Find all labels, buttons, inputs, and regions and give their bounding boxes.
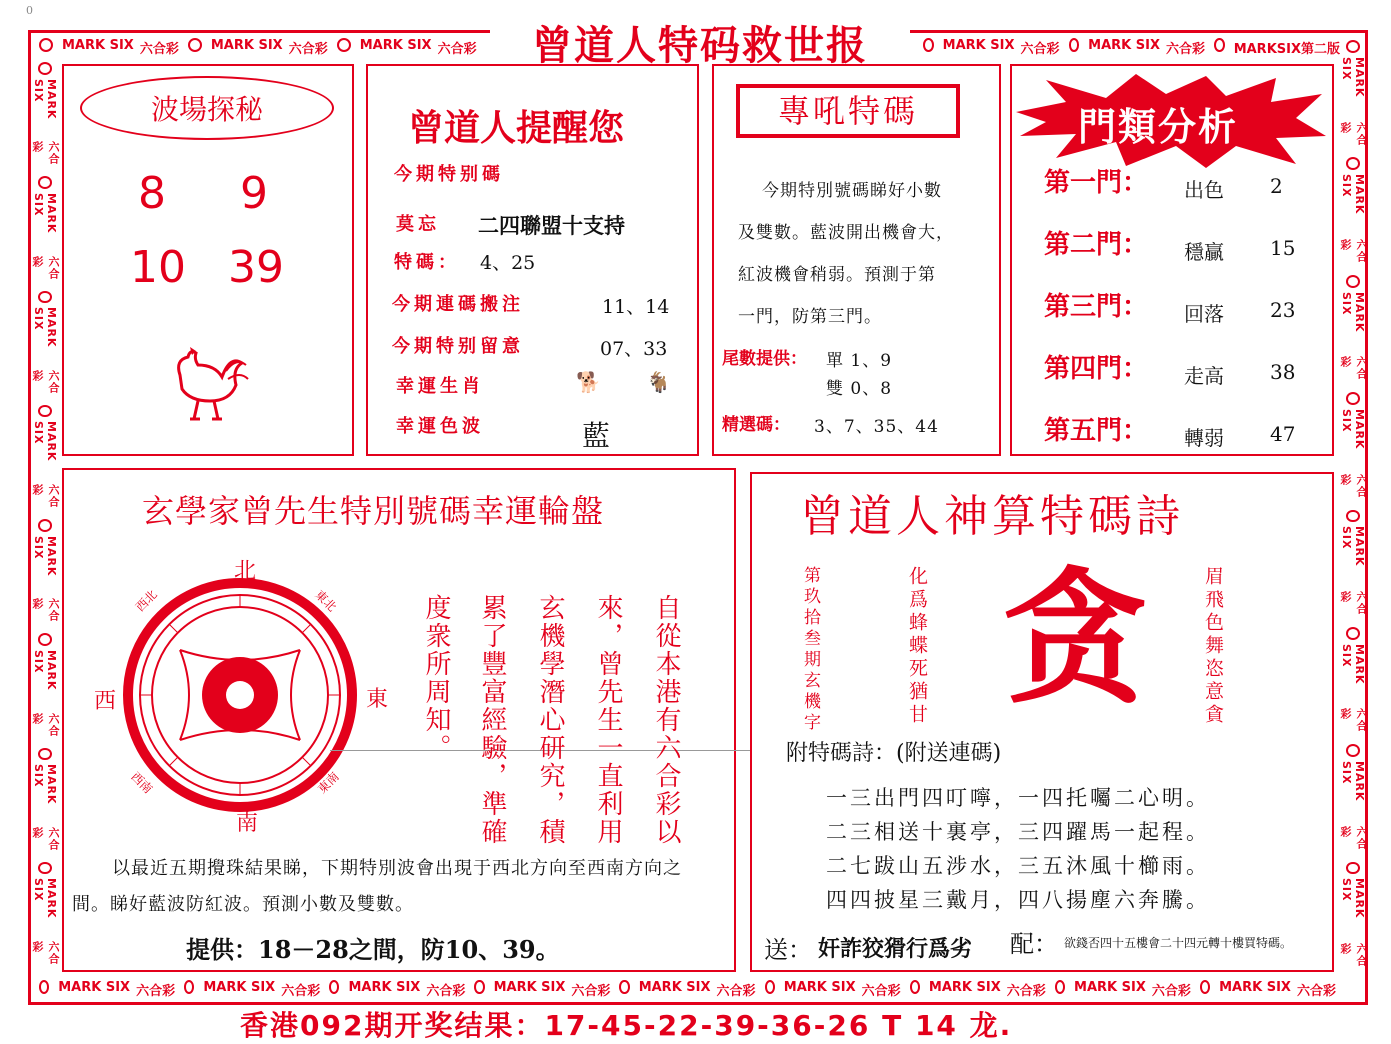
border-brand: MARK SIX [1340, 174, 1366, 215]
border-brand: MARK SIX [348, 980, 421, 995]
reminder-label: 莫忘 [396, 214, 440, 235]
border-brand-cn: 六合彩 [1339, 825, 1368, 850]
flower-icon [1069, 38, 1080, 52]
border-brand-cn: 六合彩 [31, 598, 60, 623]
flower-icon [39, 38, 53, 52]
tail-label: 尾數提供： [722, 349, 807, 369]
box1-number: 39 [228, 242, 284, 293]
box1-number: 10 [130, 242, 186, 293]
reminder-label: 今期特别碼 [394, 164, 504, 185]
flower-icon [1346, 392, 1360, 405]
intro-column: 累了豐富經驗，準確 [477, 594, 507, 846]
reminder-value: 二四聯盟十支持 [478, 213, 625, 238]
border-brand-cn: 六合彩 [1339, 943, 1368, 968]
flower-icon [329, 980, 339, 994]
door-name: 轉弱 [1184, 426, 1224, 450]
tail-single: 單 1、9 [826, 351, 893, 371]
border-brand-cn: 六合彩 [861, 984, 901, 999]
big-character: 贪 [1002, 553, 1148, 724]
door-name: 穩贏 [1184, 240, 1224, 264]
flower-icon [188, 38, 202, 52]
zodiac-icon: 🐐 [646, 370, 671, 394]
box4-title: 門類分析 [1078, 104, 1239, 149]
rooster-icon [160, 335, 250, 425]
border-brand-cn: 六合彩 [31, 484, 60, 509]
box1-number: 9 [240, 168, 268, 219]
direction-northwest: 西北 [132, 587, 160, 615]
border-brand: MARK SIX [32, 878, 58, 919]
door-number: 47 [1270, 422, 1296, 446]
flower-icon [1346, 627, 1360, 640]
border-brand-cn: 六合彩 [281, 984, 321, 999]
flower-icon [38, 519, 52, 532]
poem-col: 眉飛色舞恣意貪 [1202, 566, 1224, 727]
border-brand: MARK SIX [638, 980, 711, 995]
box3-line: 及雙數。藍波開出機會大， [738, 223, 954, 243]
tail-double: 雙 0、8 [826, 379, 893, 399]
border-brand: MARK SIX [32, 78, 58, 120]
poem-sub: 附特碼詩：(附送連碼) [786, 741, 1002, 766]
border-brand: MARK SIX [359, 38, 432, 53]
border-brand: MARK SIX [783, 980, 856, 995]
box2-title: 曾道人提醒您 [408, 107, 625, 149]
poem-line: 一三出門四叮嚀，一四托囑二心明。 [826, 786, 1210, 810]
border-brand-cn: 六合彩 [1339, 473, 1368, 498]
border-brand: MARK SIX [32, 535, 58, 577]
flower-icon [38, 176, 52, 189]
box3-line: 一門，防第三門。 [738, 307, 882, 327]
border-brand: MARK SIX [32, 764, 58, 805]
direction-north: 北 [234, 559, 257, 584]
direction-west: 西 [94, 689, 117, 714]
border-brand-cn: 六合彩 [1339, 591, 1368, 616]
flower-icon [38, 405, 52, 418]
direction-southwest: 西南 [128, 769, 156, 797]
reminder-label: 今期特别留意 [392, 336, 524, 357]
border-brand: MARK SIX [1340, 56, 1366, 98]
border-brand: MARK SIX [493, 980, 566, 995]
door-number: 2 [1270, 174, 1283, 198]
flower-icon [474, 980, 484, 994]
intro-column: 自從本港有六合彩以 [651, 594, 681, 846]
border-brand: MARK SIX [1340, 761, 1366, 802]
border-brand: MARK SIX [1340, 291, 1366, 333]
wheel-desc: 以最近五期攪珠結果睇，下期特別波會出現于西北方向至西南方向之 [112, 858, 682, 879]
poem-line: 四四披星三戴月，四八揚塵六奔騰。 [826, 888, 1210, 912]
border-strip-bottom [36, 980, 1336, 999]
direction-northeast: 東北 [312, 587, 340, 615]
border-brand-cn: 六合彩 [1151, 984, 1191, 999]
flower-icon [1346, 744, 1360, 757]
reminder-value: 藍 [582, 419, 611, 452]
border-strip-top-left [36, 38, 486, 57]
flower-icon [38, 62, 52, 75]
border-brand-cn: 六合彩 [1339, 708, 1368, 733]
border-brand-cn: 六合彩 [1020, 42, 1060, 57]
flower-icon [38, 748, 52, 761]
border-brand: MARK SIX [210, 38, 283, 53]
flower-icon [39, 980, 49, 994]
border-brand: MARK SIX [1340, 408, 1366, 450]
border-brand: MARK SIX [32, 192, 58, 234]
box3-line: 紅波機會稍弱。預測于第 [738, 265, 936, 285]
door-name: 出色 [1184, 178, 1224, 202]
corner-mark: 0 [26, 4, 33, 17]
border-brand: MARK SIX [1219, 980, 1291, 995]
edition-label: MARKSIX第二版 [1233, 42, 1340, 57]
box1-title: 波場探秘 [80, 76, 334, 140]
wheel-desc: 間。睇好藍波防紅波。預測小數及雙數。 [72, 894, 414, 915]
direction-south: 南 [236, 811, 259, 836]
send-label: 送： [764, 936, 812, 964]
pick-value: 3、7、35、44 [814, 417, 939, 437]
reminder-label: 特碼： [394, 252, 460, 273]
direction-southeast: 東南 [314, 769, 342, 797]
border-brand-cn: 六合彩 [288, 42, 328, 57]
border-brand-cn: 六合彩 [31, 712, 60, 737]
border-brand-cn: 六合彩 [1339, 356, 1368, 381]
flower-icon [1214, 38, 1225, 52]
border-brand: MARK SIX [1340, 878, 1366, 919]
border-brand-cn: 六合彩 [31, 826, 60, 851]
border-brand: MARK SIX [58, 980, 131, 995]
reminder-value: 11、14 [602, 296, 670, 318]
send-value: 奸詐狡猾行爲劣 [818, 936, 973, 962]
border-brand-cn: 六合彩 [1006, 984, 1046, 999]
pair-label: 配： [1010, 930, 1058, 958]
flower-icon [1055, 980, 1065, 994]
flower-icon [1346, 40, 1360, 53]
draw-result: 香港092期开奖结果：17-45-22-39-36-26 T 14 龙. [240, 1009, 1013, 1042]
border-brand-cn: 六合彩 [31, 255, 60, 280]
reminder-label: 幸運生肖 [396, 376, 484, 397]
pair-value: 欲錢否四十五樓會二十四元轉十樓買特碼。 [1064, 936, 1293, 950]
flower-icon [184, 980, 194, 994]
border-brand-cn: 六合彩 [1339, 121, 1368, 146]
border-strip-left [31, 62, 60, 972]
poem-line: 二七跋山五涉水，三五沐風十櫛雨。 [826, 854, 1210, 878]
flower-icon [1346, 862, 1360, 875]
border-brand: MARK SIX [32, 649, 58, 691]
border-brand: MARK SIX [32, 307, 58, 348]
door-label: 第一門： [1044, 168, 1149, 198]
direction-east: 東 [366, 687, 389, 712]
box3-title: 專吼特碼 [736, 84, 960, 138]
reminder-label: 幸運色波 [396, 416, 484, 437]
door-name: 回落 [1184, 302, 1224, 326]
reminder-label: 今期連碼搬注 [392, 294, 524, 315]
poem-line: 二三相送十裏亭，三四躍馬一起程。 [826, 820, 1210, 844]
border-brand-cn: 六合彩 [31, 369, 60, 394]
zodiac-icon: 🐕 [576, 370, 601, 394]
flower-icon [1346, 157, 1360, 170]
flower-icon [1346, 510, 1360, 523]
reminder-value: 07、33 [600, 338, 668, 360]
flower-icon [1346, 275, 1360, 288]
box1-number: 8 [138, 168, 166, 219]
intro-column: 來，曾先生一直利用 [593, 594, 623, 846]
poem-col: 化爲蜂蝶死猶甘 [906, 566, 928, 727]
door-label: 第二門： [1044, 230, 1149, 260]
door-label: 第五門： [1044, 416, 1149, 446]
border-brand-cn: 六合彩 [1166, 42, 1206, 57]
border-brand-cn: 六合彩 [136, 984, 176, 999]
border-brand-cn: 六合彩 [716, 984, 756, 999]
border-strip-top-right [920, 38, 1340, 57]
flower-icon [923, 38, 934, 52]
page-title: 曾道人特码救世报 [490, 14, 910, 71]
border-brand: MARK SIX [203, 980, 276, 995]
flower-icon [910, 980, 920, 994]
box3-line: 今期特別號碼睇好小數 [762, 181, 942, 201]
flower-icon [619, 980, 629, 994]
flower-icon [337, 38, 351, 52]
border-brand-cn: 六合彩 [31, 941, 60, 966]
border-brand-cn: 六合彩 [1296, 984, 1336, 999]
border-brand: MARK SIX [32, 421, 58, 462]
door-label: 第四門： [1044, 354, 1149, 384]
border-brand-cn: 六合彩 [139, 42, 179, 57]
box6-title: 曾道人神算特碼詩 [800, 491, 1184, 542]
box5-title: 玄學家曾先生特別號碼幸運輪盤 [142, 492, 605, 530]
poem-col: 第玖拾叁期玄機字 [800, 566, 820, 734]
door-name: 走高 [1184, 364, 1224, 388]
door-number: 15 [1270, 236, 1296, 260]
flower-icon [38, 291, 52, 304]
border-brand-cn: 六合彩 [571, 984, 611, 999]
border-brand-cn: 六合彩 [31, 141, 60, 166]
border-brand-cn: 六合彩 [426, 984, 466, 999]
border-brand-cn: 六合彩 [1339, 238, 1368, 263]
flower-icon [1200, 980, 1210, 994]
intro-column: 玄機學潛心研究，積 [535, 594, 565, 846]
border-brand-cn: 六合彩 [437, 42, 477, 57]
border-brand: MARK SIX [1340, 643, 1366, 685]
border-brand: MARK SIX [928, 980, 1001, 995]
border-brand: MARK SIX [62, 38, 134, 53]
flower-icon [765, 980, 775, 994]
flower-icon [38, 862, 52, 875]
reminder-value: 4、25 [480, 252, 536, 274]
door-label: 第三門： [1044, 292, 1149, 322]
border-strip-right [1339, 40, 1368, 975]
border-brand: MARK SIX [1088, 38, 1161, 53]
door-number: 38 [1270, 360, 1296, 384]
wheel-provide: 提供：18－28之間，防10、39。 [186, 935, 560, 964]
border-brand: MARK SIX [1074, 980, 1146, 995]
border-brand: MARK SIX [1340, 526, 1366, 567]
intro-column: 度衆所周知。 [421, 594, 451, 762]
door-number: 23 [1270, 298, 1296, 322]
border-brand: MARK SIX [942, 38, 1015, 53]
flower-icon [38, 633, 52, 646]
pick-label: 精選碼： [722, 415, 790, 435]
